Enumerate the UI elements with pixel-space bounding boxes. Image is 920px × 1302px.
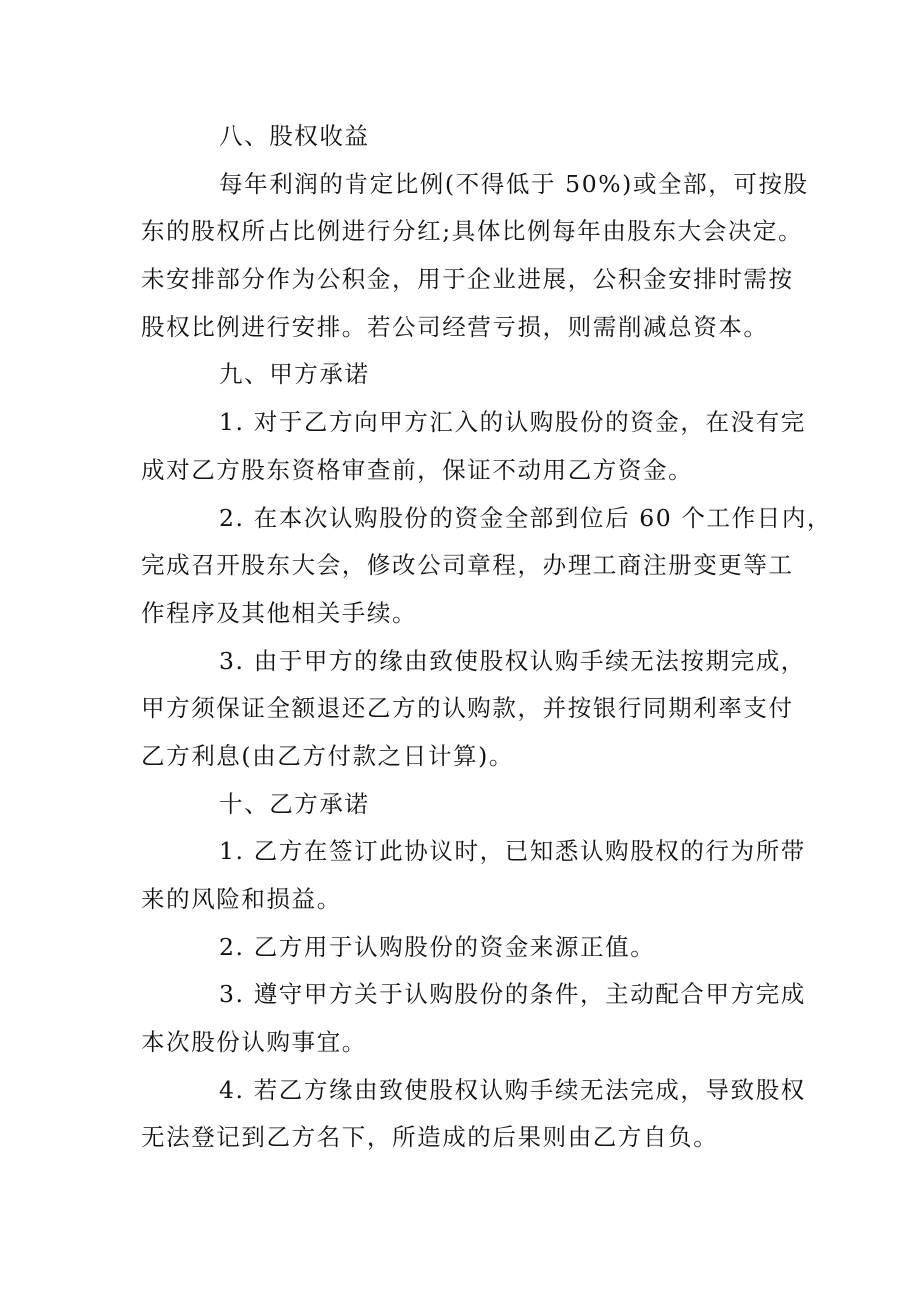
section-heading: 十、乙方承诺 xyxy=(219,789,370,818)
text-line: 未安排部分作为公积金，用于企业进展，公积金安排时需按 xyxy=(141,265,794,294)
text-line: 作程序及其他相关手续。 xyxy=(141,598,418,627)
list-item xyxy=(141,495,833,638)
text-line: 2. 乙方用于认购股份的资金来源正值。 xyxy=(219,932,656,961)
text-line: 来的风险和损益。 xyxy=(141,885,342,913)
list-item xyxy=(141,1067,806,1162)
document-body xyxy=(141,113,833,1162)
text-line: 1. 乙方在签订此协议时，已知悉认购股权的行为所带 xyxy=(219,837,806,866)
text-line: 甲方须保证全额退还乙方的认购款，并按银行同期利率支付 xyxy=(141,694,794,723)
text-line: 本次股份认购事宜。 xyxy=(141,1028,367,1057)
text-line: 每年利润的肯定比例(不得低于 50%)或全部，可按股 xyxy=(219,169,809,198)
section-heading: 八、股权收益 xyxy=(219,122,370,150)
text-line: 3. 遵守甲方关于认购股份的条件，主动配合甲方完成 xyxy=(219,980,806,1009)
section-9 xyxy=(141,351,833,780)
text-line: 2. 在本次认购股份的资金全部到位后 60 个工作日内， xyxy=(219,503,833,532)
list-item xyxy=(141,399,806,494)
text-line: 股权比例进行安排。若公司经营亏损，则需削减总资本。 xyxy=(141,312,769,341)
section-heading: 九、甲方承诺 xyxy=(219,360,370,389)
text-line: 成对乙方股东资格审查前，保证不动用乙方资金。 xyxy=(141,455,694,484)
text-line: 1. 对于乙方向甲方汇入的认购股份的资金，在没有完 xyxy=(219,408,806,437)
text-line: 3. 由于甲方的缘由致使股权认购手续无法按期完成， xyxy=(219,646,806,675)
paragraph xyxy=(141,161,809,352)
section-8 xyxy=(141,113,809,351)
list-item xyxy=(141,638,806,781)
list-item xyxy=(141,828,806,923)
section-10 xyxy=(141,781,806,1163)
text-line: 乙方利息(由乙方付款之日计算)。 xyxy=(141,741,514,770)
list-item xyxy=(141,924,791,972)
list-item xyxy=(141,971,806,1066)
text-line: 无法登记到乙方名下，所造成的后果则由乙方自负。 xyxy=(141,1123,719,1152)
text-line: 4. 若乙方缘由致使股权认购手续无法完成，导致股权 xyxy=(219,1075,806,1104)
text-line: 完成召开股东大会，修改公司章程，办理工商注册变更等工 xyxy=(141,551,794,580)
text-line: 东的股权所占比例进行分红;具体比例每年由股东大会决定。 xyxy=(141,217,804,246)
